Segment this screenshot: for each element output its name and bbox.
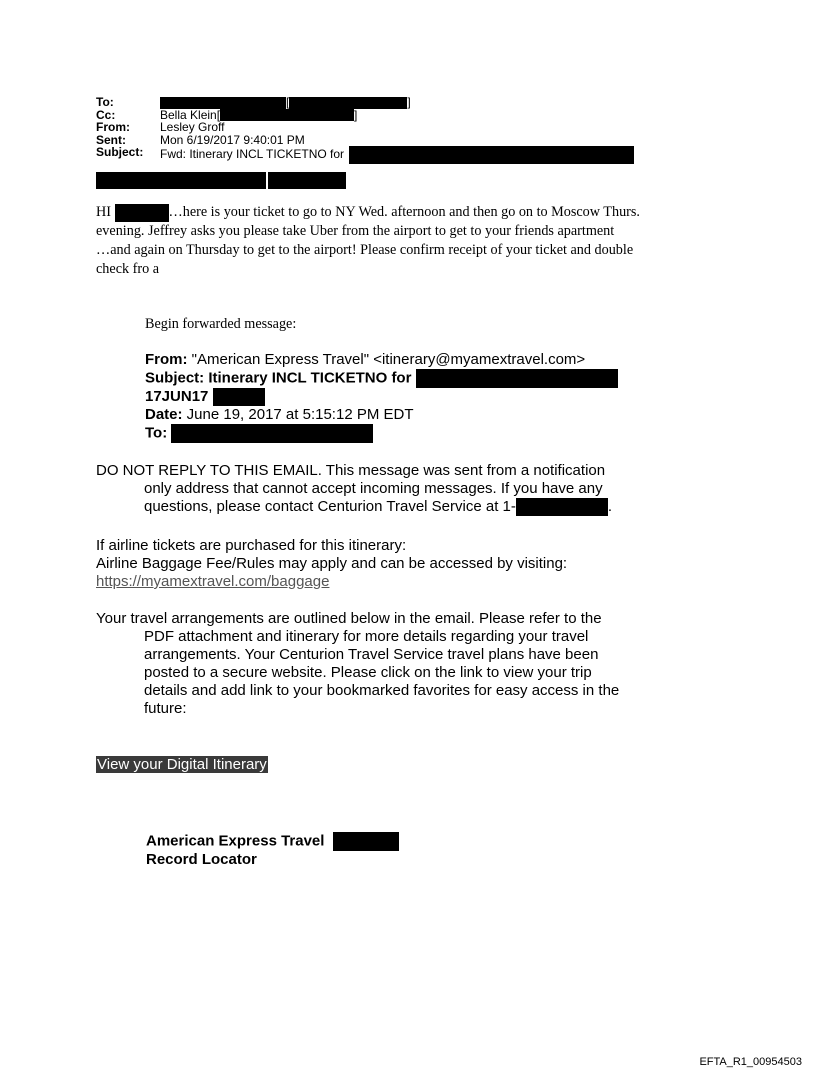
to-label: To:	[96, 95, 114, 109]
redaction	[171, 424, 373, 443]
redaction	[96, 172, 266, 189]
redaction	[349, 146, 634, 164]
subject-value: Fwd: Itinerary INCL TICKETNO for	[160, 147, 345, 162]
no-reply-notice: DO NOT REPLY TO THIS EMAIL. This message was sent from a notification only address that cannot accept incoming messages. If you have any questions, please contact Centurion Travel Service at 1- .	[96, 462, 613, 515]
baggage-info: If airline tickets are purchased for this itinerary: Airline Baggage Fee/Rules may apply and can be accessed by visiting: https://myamextravel.com/baggage	[96, 537, 568, 590]
redaction	[416, 369, 618, 388]
baggage-link[interactable]: https://myamextravel.com/baggage	[96, 573, 330, 590]
digital-itinerary-link[interactable]: View your Digital Itinerary	[97, 756, 267, 773]
personal-message: HI …here is your ticket to go to NY Wed. afternoon and then go on to Moscow Thurs. evening. Jeffrey asks you please take Uber from the airport to get to your friends apartment …and again on Thursday to get to the airport! Please confirm receipt of your ticket and double check fro a	[96, 204, 640, 277]
redaction	[268, 172, 346, 189]
fwd-to-label: To:	[145, 424, 168, 442]
forward-intro: Begin forwarded message:	[145, 316, 297, 332]
redaction	[333, 832, 399, 851]
redaction	[289, 97, 407, 109]
fwd-from-label: From:	[145, 351, 188, 368]
from-value: Lesley Groff	[160, 120, 225, 134]
subject-label: Subject:	[96, 145, 144, 159]
record-locator: American Express Travel Record Locator	[146, 832, 399, 869]
from-label: From:	[96, 120, 130, 134]
fwd-from-value: "American Express Travel" <itinerary@myamextravel.com>	[187, 351, 586, 368]
fwd-subject-line2: 17JUN17	[145, 388, 209, 405]
redaction	[220, 109, 354, 121]
travel-arrangements: Your travel arrangements are outlined below in the email. Please refer to the PDF attachment and itinerary for more details regarding your travel arrangements. Your Centurion Travel Service travel plans have been posted to a secure website. Please click on the link to view your trip details and add link to your bookmarked favorites for easy access in the future:	[96, 610, 620, 717]
forwarded-header	[145, 351, 618, 443]
cc-value: Bella Klein[	[160, 107, 221, 122]
fwd-subject-label: Subject:	[145, 369, 205, 387]
fwd-date-label: Date:	[145, 406, 183, 424]
redaction	[516, 498, 608, 516]
cc-label: Cc:	[96, 107, 116, 122]
sent-value: Mon 6/19/2017 9:40:01 PM	[160, 132, 305, 147]
redaction	[213, 388, 265, 406]
redaction	[115, 204, 169, 222]
fwd-subject-value: Itinerary INCL TICKETNO for	[204, 369, 412, 387]
fwd-date-value: June 19, 2017 at 5:15:12 PM EDT	[182, 406, 414, 424]
greeting: HI	[96, 204, 111, 220]
sent-label: Sent:	[96, 132, 126, 147]
document-id: EFTA_R1_00954503	[699, 1056, 802, 1068]
